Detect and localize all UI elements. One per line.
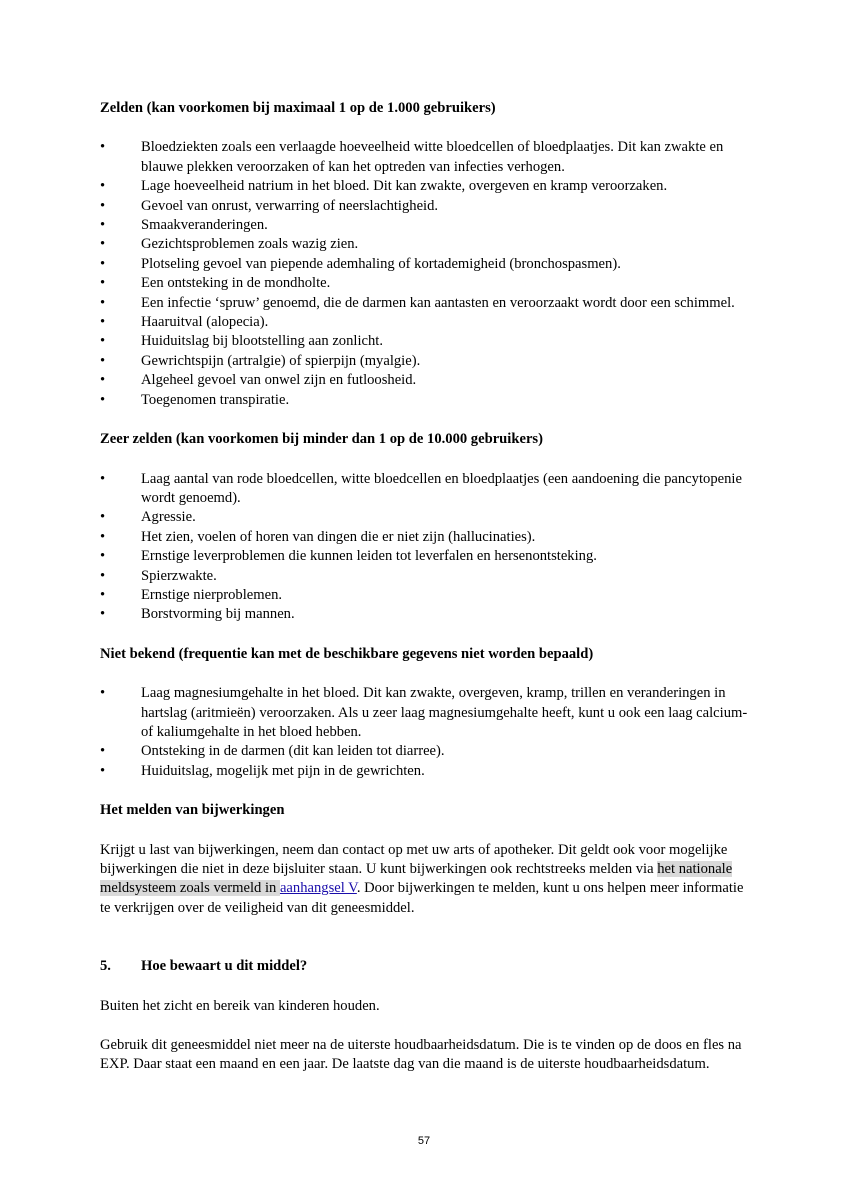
list-item-text: Plotseling gevoel van piepende ademhaling of kortademigheid (bronchospasmen). — [141, 255, 621, 272]
list-item-text: Laag magnesiumgehalte in het bloed. Dit kan zwakte, overgeven, kramp, trillen en veranderingen in hartslag (aritmieën) veroorzaken. Als u zeer laag magnesiumgehalte heeft, kunt u ook een laag calcium- of kaliumgehalte in het bloed hebben. — [141, 685, 748, 740]
list-item — [100, 547, 748, 566]
reporting-paragraph — [100, 841, 748, 919]
list-item-text: Huiduitslag bij blootstelling aan zonlicht. — [141, 333, 383, 350]
bullet-icon: • — [100, 352, 106, 369]
section-number: 5. — [100, 958, 111, 975]
list-item — [100, 294, 748, 313]
heading-very-rare: Zeer zelden (kan voorkomen bij minder dan 1 op de 10.000 gebruikers) — [100, 431, 543, 448]
list-item — [100, 567, 748, 586]
reporting-text-before: Krijgt u last van bijwerkingen, neem dan contact op met uw arts of apotheker. Dit geldt ook voor mogelijke bijwerkingen die niet in deze bijsluiter staan. U kunt bijwerkingen ook rechtstreeks melden via — [100, 841, 728, 877]
list-item — [100, 332, 748, 351]
list-item-text: Het zien, voelen of horen van dingen die er niet zijn (hallucinaties). — [141, 528, 536, 545]
list-item-text: Lage hoeveelheid natrium in het bloed. Dit kan zwakte, overgeven en kramp veroorzaken. — [141, 178, 668, 195]
bullet-icon: • — [100, 255, 106, 272]
heading-unknown: Niet bekend (frequentie kan met de beschikbare gegevens niet worden bepaald) — [100, 645, 594, 662]
list-item-text: Een ontsteking in de mondholte. — [141, 275, 331, 292]
bullet-icon: • — [100, 178, 106, 195]
page-number: 57 — [417, 1135, 431, 1147]
bullet-icon: • — [100, 762, 106, 779]
section-title: Hoe bewaart u dit middel? — [141, 958, 308, 975]
heading-rare: Zelden (kan voorkomen bij maximaal 1 op de 1.000 gebruikers) — [100, 100, 496, 116]
list-item — [100, 371, 748, 390]
bullet-icon: • — [100, 275, 106, 292]
list-item-text: Toegenomen transpiratie. — [141, 391, 290, 408]
list-item-text: Gezichtsproblemen zoals wazig zien. — [141, 236, 359, 253]
storage-paragraph-2: Gebruik dit geneesmiddel niet meer na de uiterste houdbaarheidsdatum. Die is te vinden op de doos en fles na EXP. Daar staat een maand en een jaar. De laatste dag van die maand is de uiterste houdbaarheidsdatum. — [100, 1037, 742, 1073]
bullet-icon: • — [100, 333, 106, 350]
list-item — [100, 470, 748, 509]
list-item-text: Laag aantal van rode bloedcellen, witte bloedcellen en bloedplaatjes (een aandoening die pancytopenie wordt genoemd). — [141, 470, 742, 506]
list-item — [100, 313, 748, 332]
list-item — [100, 742, 748, 761]
bullet-icon: • — [100, 586, 106, 603]
list-item-text: Haaruitval (alopecia). — [141, 314, 269, 331]
list-item — [100, 274, 748, 293]
reporting-text-after: . Door bijwerkingen te melden, kunt u ons helpen meer informatie te verkrijgen over de veiligheid van dit geneesmiddel. — [100, 880, 744, 916]
bullet-icon: • — [100, 372, 106, 389]
bullet-icon: • — [100, 314, 106, 331]
list-item-text: Ernstige nierproblemen. — [141, 586, 283, 603]
list-rare — [100, 138, 748, 410]
list-item-text: Huiduitslag, mogelijk met pijn in de gewrichten. — [141, 762, 425, 779]
list-item — [100, 684, 748, 742]
list-item-text: Gewrichtspijn (artralgie) of spierpijn (myalgie). — [141, 352, 421, 369]
list-item-text: Agressie. — [141, 509, 196, 526]
list-item — [100, 508, 748, 527]
list-unknown — [100, 684, 748, 781]
list-very-rare — [100, 470, 748, 625]
list-item-text: Ernstige leverproblemen die kunnen leiden tot leverfalen en hersenontsteking. — [141, 548, 597, 565]
reporting-highlighted-text: het nationale meldsysteem zoals vermeld in — [100, 861, 733, 897]
list-item-text: Spierzwakte. — [141, 567, 217, 584]
list-item — [100, 235, 748, 254]
list-item — [100, 352, 748, 371]
bullet-icon: • — [100, 548, 106, 565]
list-item — [100, 586, 748, 605]
bullet-icon: • — [100, 509, 106, 526]
page-content — [100, 99, 748, 1075]
bullet-icon: • — [100, 236, 106, 253]
bullet-icon: • — [100, 217, 106, 234]
list-item-text: Een infectie ‘spruw’ genoemd, die de darmen kan aantasten en veroorzaakt wordt door een schimmel. — [141, 294, 735, 311]
list-item — [100, 528, 748, 547]
bullet-icon: • — [100, 685, 106, 702]
annex-v-link[interactable]: aanhangsel V — [279, 880, 357, 897]
list-item — [100, 177, 748, 196]
bullet-icon: • — [100, 391, 106, 408]
list-item-text: Gevoel van onrust, verwarring of neerslachtigheid. — [141, 197, 439, 214]
list-item — [100, 138, 748, 177]
bullet-icon: • — [100, 567, 106, 584]
storage-paragraph-1: Buiten het zicht en bereik van kinderen houden. — [100, 997, 380, 1014]
list-item-text: Borstvorming bij mannen. — [141, 606, 295, 623]
list-item — [100, 255, 748, 274]
list-item — [100, 197, 748, 216]
list-item-text: Bloedziekten zoals een verlaagde hoeveelheid witte bloedcellen of bloedplaatjes. Dit kan zwakte en blauwe plekken veroorzaken of kan het optreden van infecties verhogen. — [141, 139, 724, 175]
bullet-icon: • — [100, 197, 106, 214]
bullet-icon: • — [100, 294, 106, 311]
bullet-icon: • — [100, 606, 106, 623]
bullet-icon: • — [100, 139, 106, 156]
bullet-icon: • — [100, 470, 106, 487]
list-item-text: Smaakveranderingen. — [141, 217, 268, 234]
heading-reporting: Het melden van bijwerkingen — [100, 802, 285, 819]
list-item — [100, 216, 748, 235]
section-5-heading — [100, 957, 748, 976]
list-item — [100, 391, 748, 410]
list-item-text: Ontsteking in de darmen (dit kan leiden tot diarree). — [141, 743, 445, 760]
bullet-icon: • — [100, 528, 106, 545]
list-item-text: Algeheel gevoel van onwel zijn en futloosheid. — [141, 372, 417, 389]
bullet-icon: • — [100, 743, 106, 760]
list-item — [100, 605, 748, 624]
list-item — [100, 762, 748, 781]
